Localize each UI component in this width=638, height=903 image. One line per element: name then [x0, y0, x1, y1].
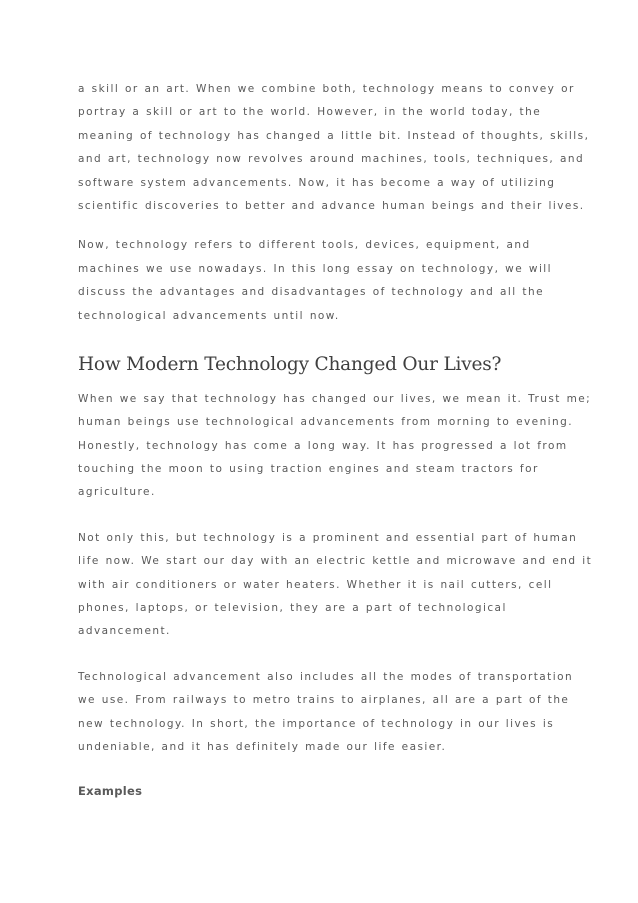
text-line: Technological advancement also includes all the modes of transportation	[78, 670, 574, 683]
paragraph-changed-lives	[78, 388, 592, 505]
paragraph-technology-definition	[78, 234, 568, 328]
text-line: technological advancements until now.	[78, 309, 340, 322]
paragraph-transportation	[78, 666, 574, 760]
text-line: with air conditioners or water heaters. Whether it is nail cutters, cell	[78, 578, 553, 591]
text-line: undeniable, and it has definitely made our life easier.	[78, 740, 447, 753]
examples-subheading: Examples	[78, 784, 143, 799]
document-content	[78, 78, 593, 801]
section-heading: How Modern Technology Changed Our Lives?	[78, 353, 502, 375]
text-line: Honestly, technology has come a long way. It has progressed a lot from	[78, 439, 568, 452]
text-line: touching the moon to using traction engines and steam tractors for	[78, 463, 539, 476]
text-line: new technology. In short, the importance of technology in our lives is	[78, 717, 555, 730]
text-line: machines we use nowadays. In this long essay on technology, we will	[78, 262, 553, 275]
text-line: we use. From railways to metro trains to airplanes, all are a part of the	[78, 694, 570, 707]
text-line: meaning of technology has changed a little bit. Instead of thoughts, skills,	[78, 129, 590, 142]
text-line: and art, technology now revolves around machines, tools, techniques, and	[78, 153, 585, 166]
text-line: human beings use technological advancements from morning to evening.	[78, 416, 574, 429]
text-line: phones, laptops, or television, they are a part of technological	[78, 602, 507, 615]
intro-paragraph	[78, 78, 590, 218]
text-line: portray a skill or art to the world. However, in the world today, the	[78, 106, 542, 119]
text-line: Now, technology refers to different tools, devices, equipment, and	[78, 239, 531, 252]
text-line: a skill or an art. When we combine both, technology means to convey or	[78, 83, 575, 95]
text-line: When we say that technology has changed our lives, we mean it. Trust me;	[78, 392, 592, 405]
text-line: advancement.	[78, 625, 171, 638]
text-line: agriculture.	[78, 486, 156, 499]
paragraph-daily-life	[78, 527, 593, 644]
text-line: discuss the advantages and disadvantages of technology and all the	[78, 286, 544, 299]
text-line: Not only this, but technology is a prominent and essential part of human	[78, 531, 578, 544]
text-line: scientific discoveries to better and advance human beings and their lives.	[78, 199, 585, 212]
text-line: software system advancements. Now, it has become a way of utilizing	[78, 176, 556, 189]
text-line: life now. We start our day with an electric kettle and microwave and end it	[78, 555, 593, 568]
